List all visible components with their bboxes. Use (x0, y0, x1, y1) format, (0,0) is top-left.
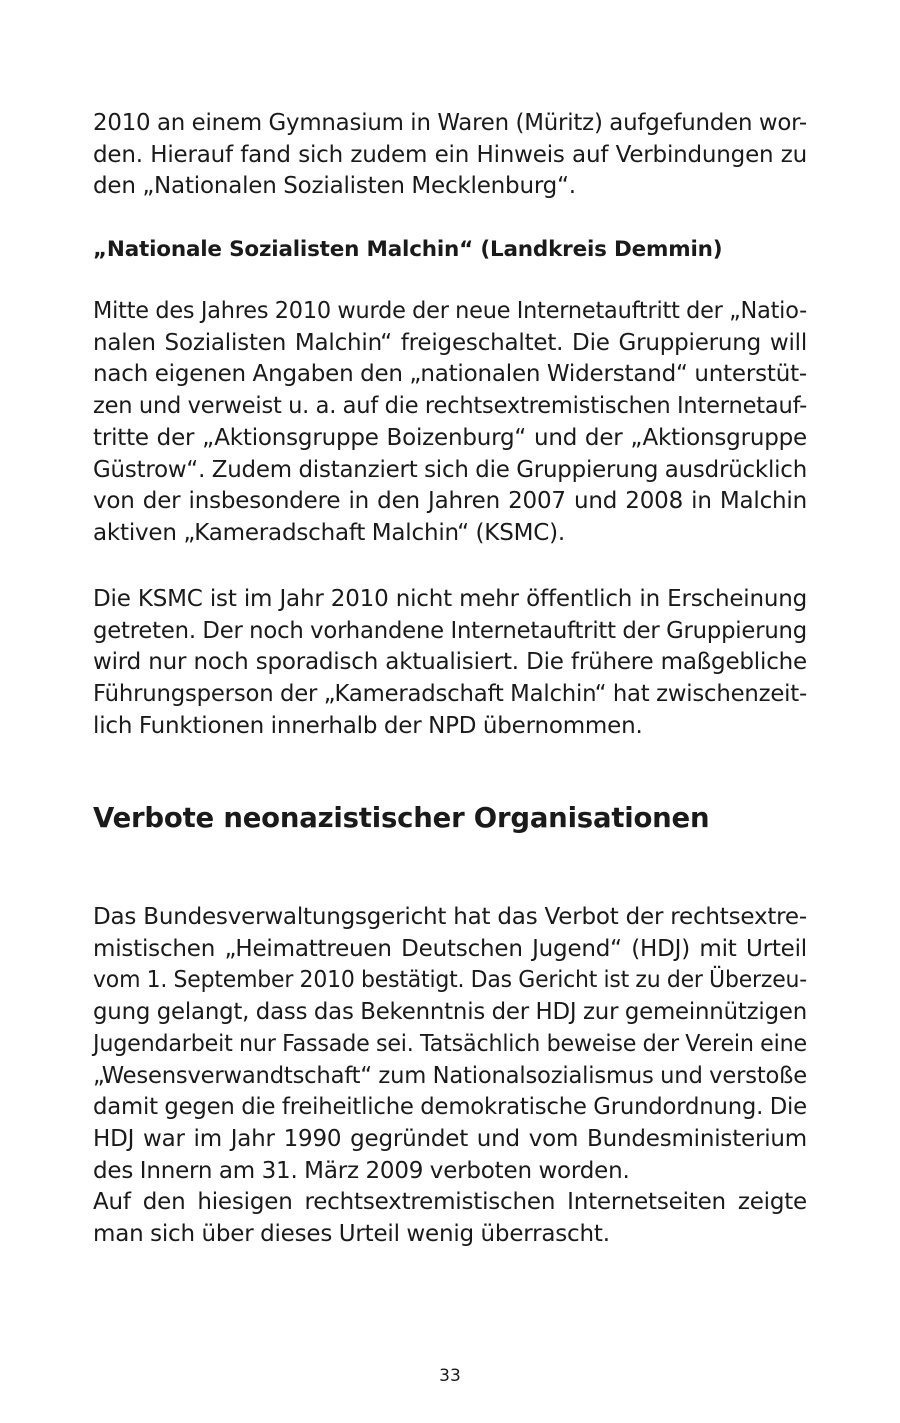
paragraph-malchin-1 (93, 296, 807, 550)
text-line: mistischen „Heimattreuen Deutschen Jugend“ (HDJ) mit Urteil (93, 935, 807, 962)
text-line: zen und verweist u. a. auf die rechtsextremistischen Internetauf- (93, 393, 808, 420)
text-line: 2010 an einem Gymnasium in Waren (Müritz) aufgefunden wor- (93, 110, 807, 136)
text-line: Mitte des Jahres 2010 wurde der neue Internetauftritt der „Natio- (93, 298, 808, 324)
text-line: nach eigenen Angaben den „nationalen Widerstand“ unterstüt- (93, 361, 808, 388)
text-line: den „Nationalen Sozialisten Mecklenburg“. (93, 173, 576, 200)
text-line: Jugendarbeit nur Fassade sei. Tatsächlich beweise der Verein eine (93, 1030, 807, 1057)
text-line: „Wesensverwandtschaft“ zum Nationalsozialismus und verstoße (93, 1062, 807, 1089)
text-line: man sich über dieses Urteil wenig überrascht. (93, 1220, 610, 1247)
text-line: getreten. Der noch vorhandene Internetauftritt der Gruppierung (93, 617, 807, 644)
paragraph-malchin-2 (93, 584, 807, 743)
paragraph-intro (93, 108, 807, 203)
text-line: wird nur noch sporadisch aktualisiert. Die frühere maßgebliche (93, 649, 807, 676)
text-line: gung gelangt, dass das Bekenntnis der HDJ zur gemeinnützigen (93, 999, 808, 1026)
text-line: tritte der „Aktionsgruppe Boizenburg“ und der „Aktionsgruppe (93, 424, 807, 451)
text-line: aktiven „Kameradschaft Malchin“ (KSMC). (93, 519, 565, 546)
text-line: Das Bundesverwaltungsgericht hat das Verbot der rechtsextre- (93, 904, 807, 930)
text-line: Die KSMC ist im Jahr 2010 nicht mehr öffentlich in Erscheinung (93, 586, 808, 612)
text-line: HDJ war im Jahr 1990 gegründet und vom Bundesministerium (93, 1125, 808, 1152)
text-line: vom 1. September 2010 bestätigt. Das Gericht ist zu der Überzeu- (93, 967, 808, 994)
text-line: Führungsperson der „Kameradschaft Malchin“ hat zwischenzeit- (93, 681, 808, 708)
text-line: von der insbesondere in den Jahren 2007 und 2008 in Malchin (93, 488, 807, 515)
text-line: damit gegen die freiheitliche demokratische Grundordnung. Die (93, 1094, 807, 1121)
text-line: Auf den hiesigen rechtsextremistischen Internetseiten zeigte (93, 1189, 808, 1215)
text-line: lich Funktionen innerhalb der NPD übernommen. (93, 712, 643, 739)
page-number: 33 (439, 1366, 461, 1386)
subheading-malchin: „Nationale Sozialisten Malchin“ (Landkreis Demmin) (93, 237, 723, 262)
paragraph-verbote-2 (93, 1187, 807, 1250)
section-title: Verbote neonazistischer Organisationen (93, 802, 710, 834)
text-line: des Innern am 31. März 2009 verboten worden. (93, 1157, 630, 1184)
text-line: den. Hierauf fand sich zudem ein Hinweis auf Verbindungen zu (93, 141, 808, 168)
text-line: nalen Sozialisten Malchin“ freigeschaltet. Die Gruppierung will (93, 329, 808, 356)
paragraph-verbote-1 (93, 902, 807, 1187)
text-line: Güstrow“. Zudem distanziert sich die Gruppierung ausdrücklich (93, 456, 808, 483)
